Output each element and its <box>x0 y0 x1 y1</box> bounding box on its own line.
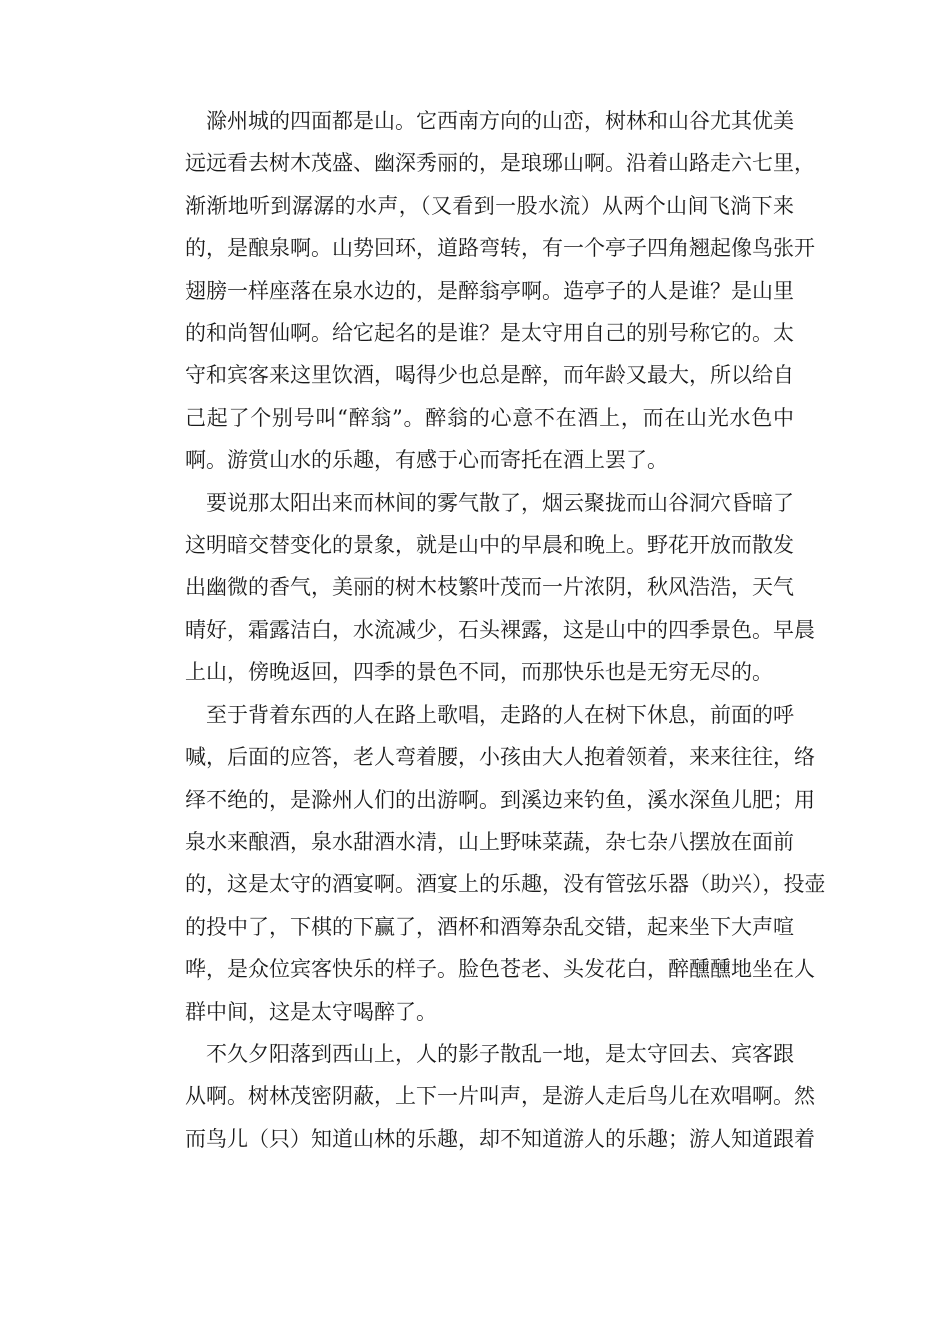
text-line: 远远看去树木茂盛、幽深秀丽的，是琅琊山啊。沿着山路走六七里， <box>185 151 815 176</box>
text-line: 的，是酿泉啊。山势回环，道路弯转，有一个亭子四角翘起像鸟张开 <box>185 236 815 261</box>
text-line: 滁州城的四面都是山。它西南方向的山峦，树林和山谷尤其优美 <box>206 109 794 133</box>
paragraph-1 <box>164 100 815 482</box>
text-line: 出幽微的香气，美丽的树木枝繁叶茂而一片浓阴，秋风浩浩，天气 <box>185 575 794 600</box>
paragraph-3 <box>164 694 826 1033</box>
text-line: 喊，后面的应答，老人弯着腰，小孩由大人抱着领着，来来往往，络 <box>185 745 815 770</box>
text-line: 从啊。树林茂密阴蔽，上下一片叫声，是游人走后鸟儿在欢唱啊。然 <box>185 1084 815 1109</box>
text-line: 而鸟儿（只）知道山林的乐趣，却不知道游人的乐趣；游人知道跟着 <box>185 1126 815 1151</box>
body-text <box>164 100 826 1160</box>
text-line: 这明暗交替变化的景象，就是山中的早晨和晚上。野花开放而散发 <box>185 533 794 558</box>
text-line: 至于背着东西的人在路上歌唱，走路的人在树下休息，前面的呼 <box>206 702 794 727</box>
text-line: 哗，是众位宾客快乐的样子。脸色苍老、头发花白，醉醺醺地坐在人 <box>185 957 815 982</box>
text-line: 的和尚智仙啊。给它起名的是谁？是太守用自己的别号称它的。太 <box>185 321 794 346</box>
text-line: 啊。游赏山水的乐趣，有感于心而寄托在酒上罢了。 <box>185 448 668 473</box>
text-line: 己起了个别号叫“醉翁”。醉翁的心意不在酒上，而在山光水色中 <box>185 405 794 430</box>
paragraph-4 <box>164 1033 815 1160</box>
text-line: 晴好，霜露洁白，水流减少，石头裸露，这是山中的四季景色。早晨 <box>185 617 815 642</box>
paragraph-2 <box>164 482 815 694</box>
text-line: 不久夕阳落到西山上，人的影子散乱一地，是太守回去、宾客跟 <box>206 1041 794 1066</box>
text-line: 的，这是太守的酒宴啊。酒宴上的乐趣，没有管弦乐器（助兴），投壶 <box>185 872 826 897</box>
text-line: 要说那太阳出来而林间的雾气散了，烟云聚拢而山谷洞穴昏暗了 <box>206 490 794 515</box>
text-line: 绎不绝的，是滁州人们的出游啊。到溪边来钓鱼，溪水深鱼儿肥；用 <box>185 787 815 812</box>
text-line: 翅膀一样座落在泉水边的，是醉翁亭啊。造亭子的人是谁？是山里 <box>185 278 794 303</box>
text-line: 群中间，这是太守喝醉了。 <box>185 999 437 1024</box>
text-line: 的投中了，下棋的下赢了，酒杯和酒筹杂乱交错，起来坐下大声喧 <box>185 914 794 939</box>
text-line: 渐渐地听到潺潺的水声，（又看到一股水流）从两个山间飞淌下来 <box>185 193 794 218</box>
text-line: 泉水来酿酒，泉水甜酒水清，山上野味菜蔬，杂七杂八摆放在面前 <box>185 829 794 854</box>
text-line: 上山，傍晚返回，四季的景色不同，而那快乐也是无穷无尽的。 <box>185 660 773 685</box>
text-line: 守和宾客来这里饮酒，喝得少也总是醉，而年龄又最大，所以给自 <box>185 363 794 388</box>
